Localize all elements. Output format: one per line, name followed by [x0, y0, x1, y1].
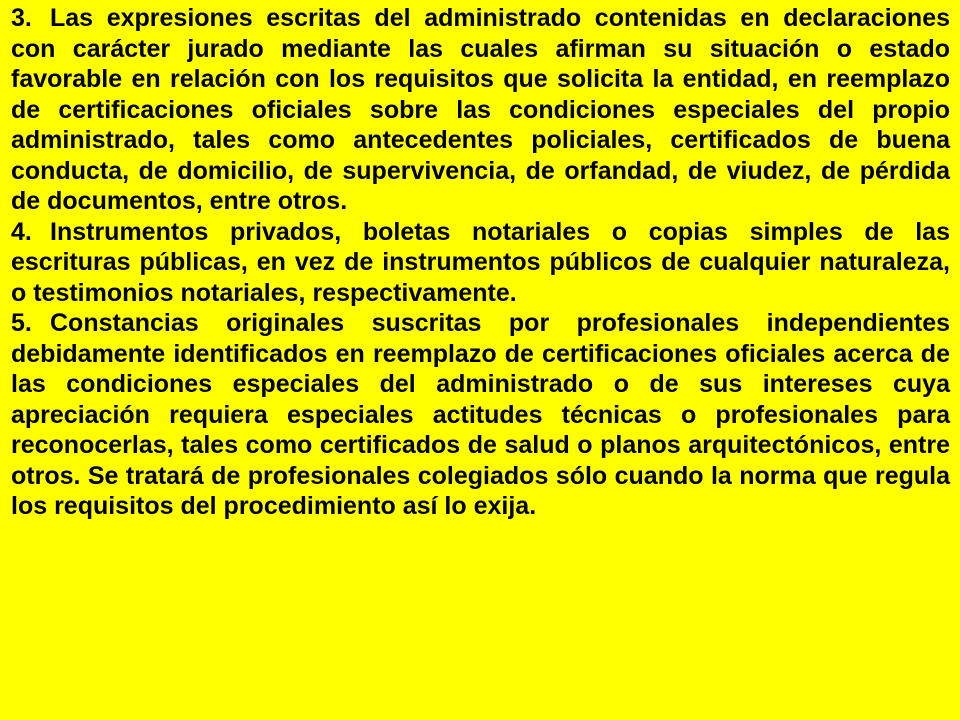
item-text: Constancias originales suscritas por profesionales independientes debidamente identificados en reemplazo de certificaciones oficiales acerca de las condiciones especiales del administrado o de sus intereses cuya apreciación requiera especiales actitudes técnicas o profesionales para reconocerlas, tales como certificados de salud o planos arquitectónicos, entre otros. Se tratará de profesionales colegiados sólo cuando la norma que regula los requisitos del procedimiento así lo exija.: [11, 309, 950, 520]
list-item-5: [11, 308, 950, 522]
item-number: 3.: [11, 4, 32, 32]
list-item-4: [11, 217, 950, 309]
item-text: Instrumentos privados, boletas notariales o copias simples de las escrituras públicas, en vez de instrumentos públicos de cualquier naturaleza, o testimonios notariales, respectivamente.: [11, 217, 950, 307]
item-number: 5.: [11, 309, 32, 337]
item-text: Las expresiones escritas del administrado contenidas en declaraciones con carácter jurado mediante las cuales afirman su situación o estado favorable en relación con los requisitos que solicita la entidad, en reemplazo de certificaciones oficiales sobre las condiciones especiales del propio administrado, tales como antecedentes policiales, certificados de buena conducta, de domicilio, de supervivencia, de orfandad, de viudez, de pérdida de documentos, entre otros.: [11, 4, 950, 215]
item-number: 4.: [11, 217, 32, 246]
list-item-3: [11, 3, 950, 217]
